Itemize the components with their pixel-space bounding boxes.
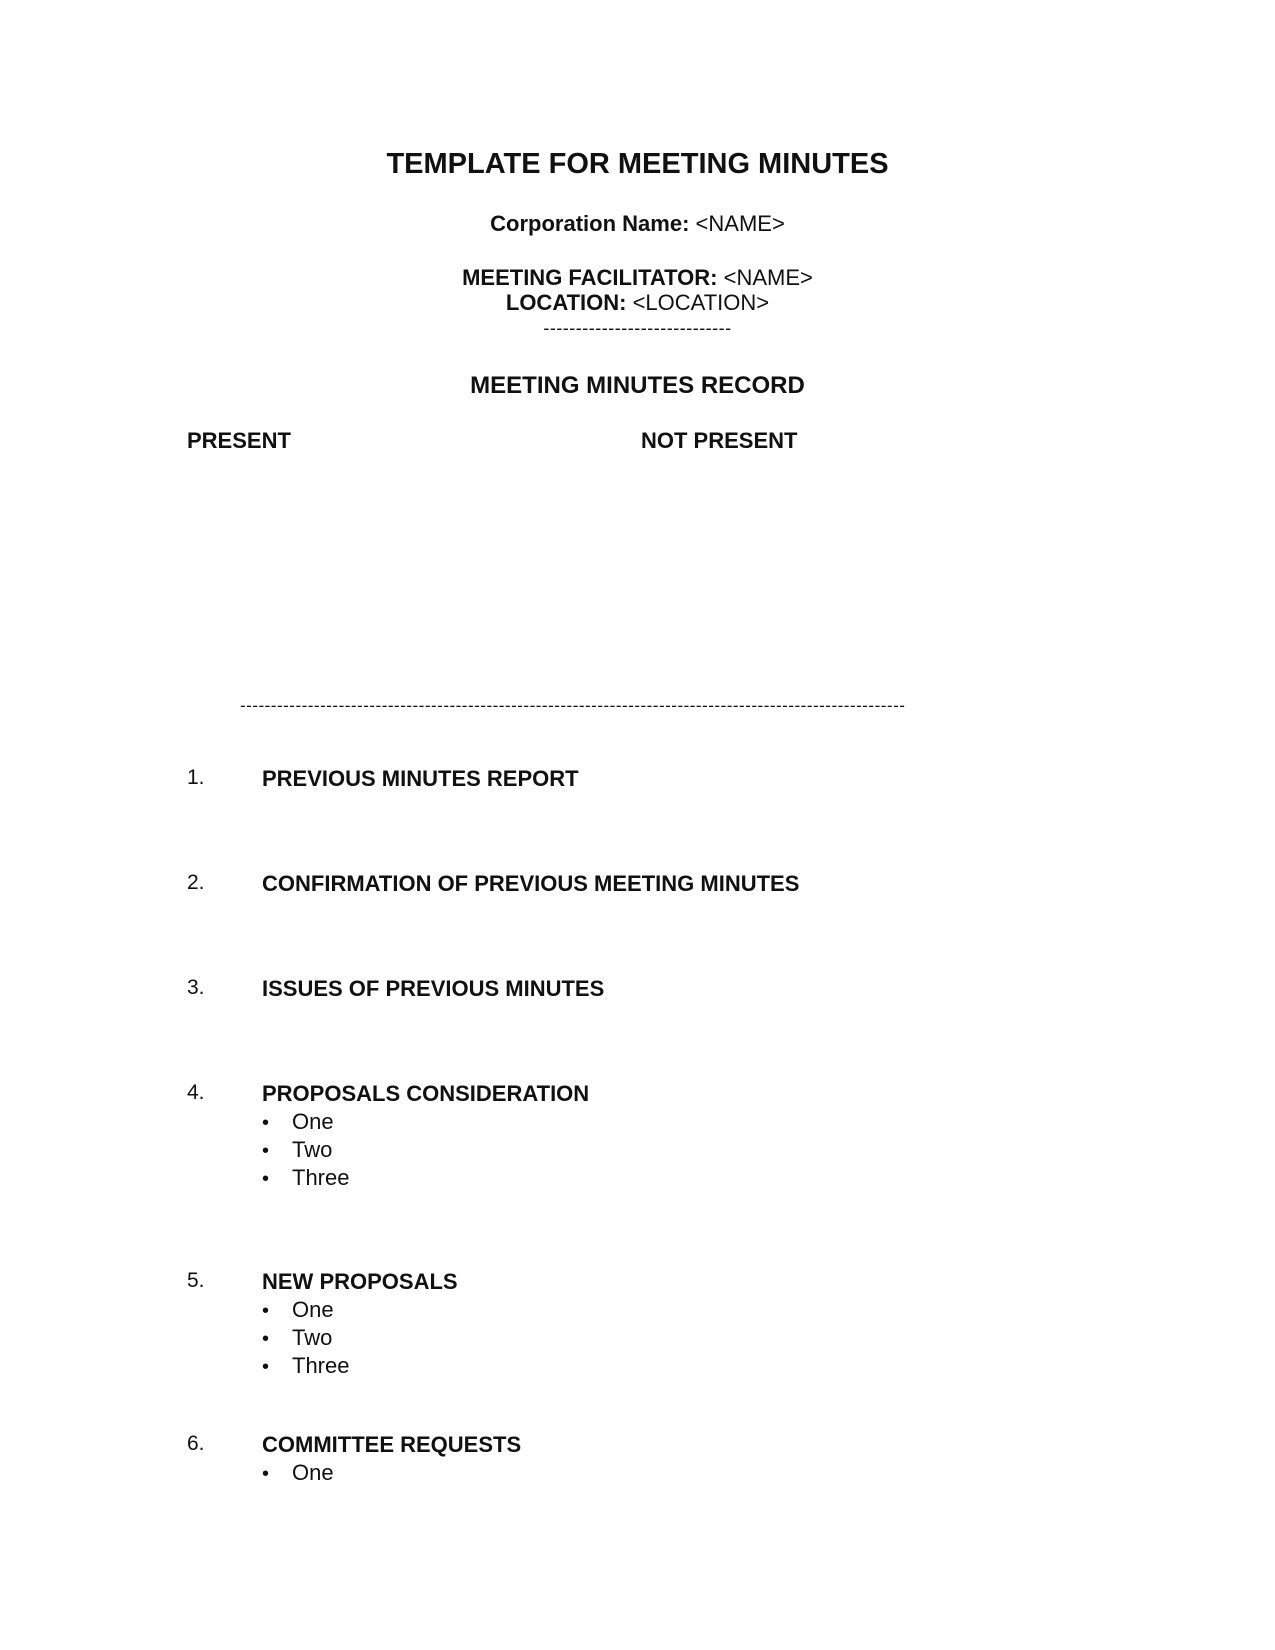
section-1-number: 1. [187, 766, 205, 789]
section-5-number: 5. [187, 1269, 205, 1292]
section-4-number: 4. [187, 1081, 205, 1104]
list-item [262, 1137, 332, 1163]
page-title: TEMPLATE FOR MEETING MINUTES [386, 148, 889, 180]
location-value: <LOCATION> [632, 290, 770, 315]
list-item-text: One [292, 1297, 334, 1322]
section-2-heading: CONFIRMATION OF PREVIOUS MEETING MINUTES [262, 871, 800, 896]
section-3-number: 3. [187, 976, 205, 999]
section-5-heading: NEW PROPOSALS [262, 1269, 458, 1294]
bullet-icon: • [262, 1328, 270, 1350]
facilitator-label: MEETING FACILITATOR: [462, 265, 718, 290]
section-6-number: 6. [187, 1432, 205, 1455]
present-column-heading: PRESENT [187, 428, 291, 453]
list-item [262, 1325, 332, 1351]
list-item-text: Three [292, 1165, 350, 1190]
list-item-text: One [292, 1460, 334, 1485]
short-divider: ----------------------------- [543, 318, 732, 338]
section-1-heading: PREVIOUS MINUTES REPORT [262, 766, 579, 791]
location-label: LOCATION: [505, 290, 627, 315]
facilitator-value: <NAME> [723, 265, 813, 290]
list-item [262, 1353, 349, 1379]
corporation-name-label: Corporation Name: [490, 211, 690, 236]
location-line [0, 290, 1275, 316]
list-item-text: One [292, 1109, 334, 1134]
bullet-icon: • [262, 1112, 270, 1134]
list-item [262, 1165, 349, 1191]
list-item-text: Two [292, 1325, 333, 1350]
not-present-column-heading: NOT PRESENT [641, 428, 798, 453]
bullet-icon: • [262, 1300, 270, 1322]
corporation-name-value: <NAME> [695, 211, 785, 236]
corporation-name-line [0, 211, 1275, 237]
bullet-icon: • [262, 1140, 270, 1162]
section-2-number: 2. [187, 871, 205, 894]
record-title: MEETING MINUTES RECORD [470, 372, 805, 399]
list-item [262, 1109, 334, 1135]
list-item-text: Three [292, 1353, 350, 1378]
section-6-heading: COMMITTEE REQUESTS [262, 1432, 522, 1457]
list-item [262, 1460, 334, 1486]
bullet-icon: • [262, 1356, 270, 1378]
bullet-icon: • [262, 1463, 270, 1485]
facilitator-line [0, 265, 1275, 291]
list-item [262, 1297, 334, 1323]
long-divider: ------------------------------------------------------------------------------------------------------------ [240, 696, 906, 715]
bullet-icon: • [262, 1168, 270, 1190]
list-item-text: Two [292, 1137, 333, 1162]
section-3-heading: ISSUES OF PREVIOUS MINUTES [262, 976, 605, 1001]
section-4-heading: PROPOSALS CONSIDERATION [262, 1081, 590, 1106]
